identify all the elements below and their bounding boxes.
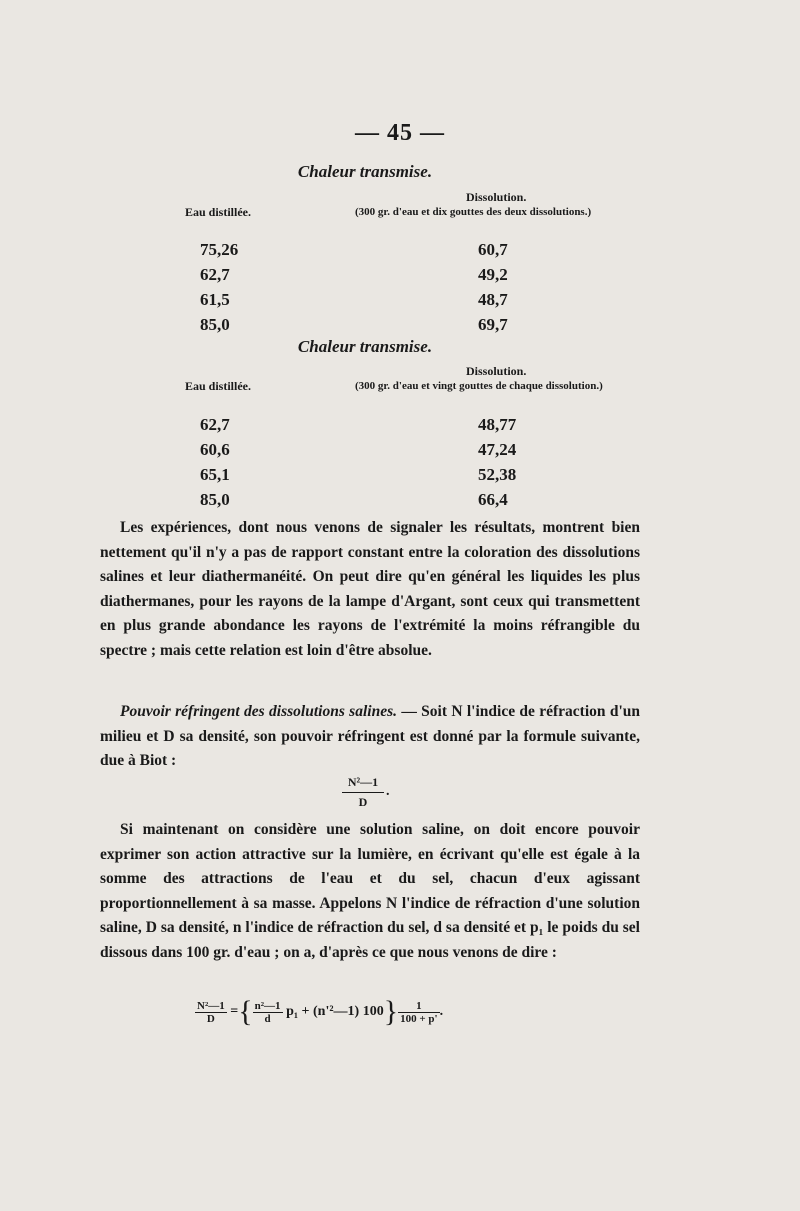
formula-lhs: [195, 1000, 227, 1025]
page-number: — 45 —: [355, 120, 445, 146]
saline-formula: [195, 995, 443, 1029]
table2-cell-a: 65,1: [200, 465, 230, 484]
paragraph-coloration: [100, 516, 640, 663]
table1-cell-b: 60,7: [478, 240, 508, 259]
paragraph-text: Si maintenant on considère une solution saline, on doit encore pouvoir exprimer son action attractive sur la lumière, en écrivant qu'elle est égale à la somme des attractions de l'eau et du sel, chacun d'eux agissant proportionnellement à sa masse. Appelons N l'indice de réfraction d'une solution saline, D sa densité, n l'indice de réfraction du sel, d sa densité et p₁ le poids du sel dissous dans 100 gr. d'eau ; on a, d'après ce que nous venons de dire :: [100, 821, 640, 961]
formula-term2: [398, 1000, 439, 1025]
table1-cell-a: 62,7: [200, 265, 230, 284]
equals-sign: =: [230, 1004, 239, 1020]
table1-col2-sub: (300 gr. d'eau et dix gouttes des deux dissolutions.): [355, 206, 592, 218]
table1-col2-header: Dissolution.: [466, 190, 527, 204]
paragraph-text: Les expériences, dont nous venons de signaler les résultats, montrent bien nettement qu'il n'y a pas de rapport constant entre la coloration des dissolutions salines et leur diathermanéité. On peut dire qu'en général les liquides les plus diathermanes, pour les rayons de la lampe d'Argant, sont ceux qui transmettent en plus grande abondance les rayons de l'extrémité la moins réfrangible du spectre ; mais cette relation est loin d'être absolue.: [100, 519, 640, 659]
table2-cell-a: 85,0: [200, 490, 230, 509]
formula-term2-numerator: 1: [416, 999, 422, 1012]
table2-cell-a: 62,7: [200, 415, 230, 434]
formula-period: .: [386, 784, 390, 799]
table1-cell-a: 61,5: [200, 290, 230, 309]
table2-cell-b: 66,4: [478, 490, 508, 509]
fraction-bar: [342, 792, 384, 793]
formula-term1-denominator: d: [253, 1012, 283, 1025]
paragraph-text: — Soit N l'indice de réfraction d'un milieu et D sa densité, son pouvoir réfringent est donné par la formule suivante, due à Biot :: [100, 703, 641, 769]
table2-col1-header: Eau distillée.: [185, 379, 252, 393]
table2-col2-header: Dissolution.: [466, 364, 527, 378]
formula-term1: [253, 1000, 283, 1025]
table2-cell-b: 48,77: [478, 415, 517, 434]
formula-period: .: [439, 1004, 444, 1020]
formula-term1-numerator: n²—1: [254, 999, 281, 1012]
table2-col2-sub: (300 gr. d'eau et vingt gouttes de chaque dissolution.): [355, 380, 603, 392]
table1-col1-header: Eau distillée.: [185, 205, 252, 219]
table1-cell-b: 49,2: [478, 265, 508, 284]
formula-numerator: N²—1: [347, 775, 379, 789]
paragraph-solution-saline: [100, 818, 640, 965]
formula-denominator: D: [358, 795, 368, 809]
open-brace: {: [238, 995, 253, 1028]
table1-cell-b: 48,7: [478, 290, 508, 309]
formula-lhs-numerator: N²—1: [197, 999, 225, 1012]
table2-cell-a: 60,6: [200, 440, 230, 459]
section-title: Pouvoir réfringent des dissolutions salines.: [120, 703, 397, 720]
table1-cell-a: 85,0: [200, 315, 230, 334]
table2-cell-b: 47,24: [478, 440, 517, 459]
formula-term2-denominator: 100 + p': [400, 1012, 438, 1025]
table1-cell-a: 75,26: [200, 240, 239, 259]
formula-lhs-denominator: D: [195, 1012, 227, 1025]
table1-cell-b: 69,7: [478, 315, 508, 334]
paragraph-pouvoir-refringent: [100, 700, 640, 774]
table2-title: Chaleur transmise.: [297, 337, 433, 356]
table1-title: Chaleur transmise.: [297, 162, 433, 181]
table2-cell-b: 52,38: [478, 465, 517, 484]
biot-formula: [342, 775, 384, 810]
formula-term1-multiplier: p₁ + (n'²—1) 100: [286, 1004, 384, 1020]
close-brace: }: [383, 995, 399, 1028]
